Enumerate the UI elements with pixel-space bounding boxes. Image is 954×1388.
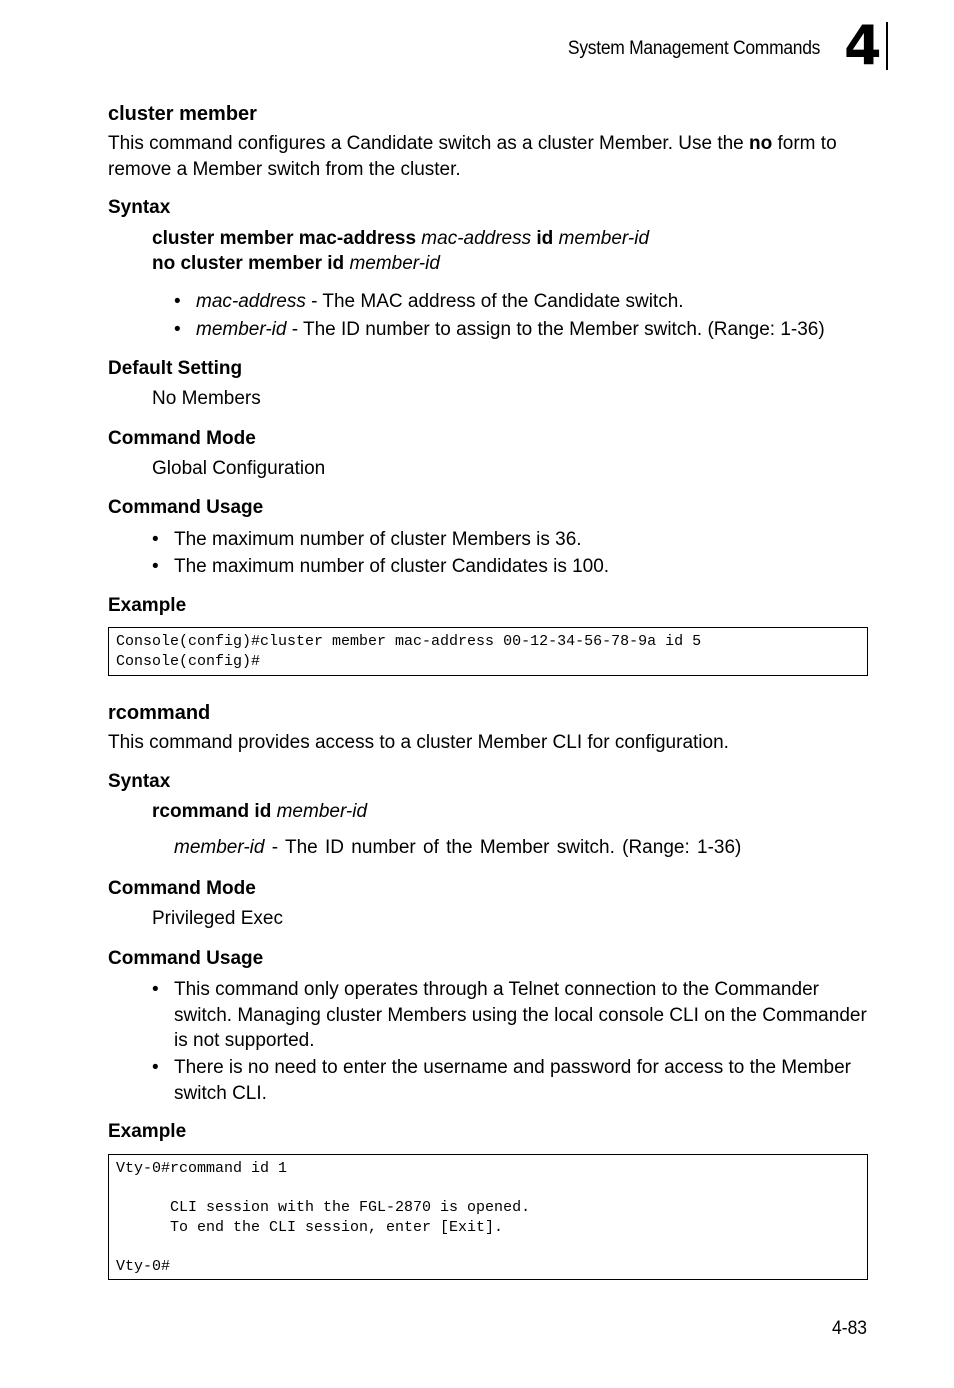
syntax-heading: Syntax xyxy=(108,197,171,218)
usage-text: There is no need to enter the username and password for access to the Member switch CLI. xyxy=(174,1057,851,1104)
param-desc: - The ID number to assign to the Member switch. (Range: 1-36) xyxy=(286,319,825,340)
example-heading: Example xyxy=(108,595,187,616)
syntax-param: member-id xyxy=(558,228,650,249)
syntax-param: mac-address xyxy=(421,228,532,249)
running-header: System Management Commands xyxy=(567,38,820,59)
command-usage-heading: Command Usage xyxy=(108,497,264,518)
code-example-cluster-member: Console(config)#cluster member mac-address 00-12-34-56-78-9a id 5 Console(config)# xyxy=(108,627,868,676)
example-heading: Example xyxy=(108,1121,187,1142)
syntax-heading: Syntax xyxy=(108,771,171,792)
usage-text: The maximum number of cluster Candidates is 100. xyxy=(174,556,610,577)
desc-text: This command configures a Candidate switch as a cluster Member. Use the xyxy=(108,133,750,154)
usage-text: The maximum number of cluster Members is 36. xyxy=(174,529,582,550)
cluster-member-description xyxy=(108,131,878,182)
usage-item: • The maximum number of cluster Members is 36. xyxy=(152,529,582,550)
desc-text: form to remove a Member switch from the cluster. xyxy=(108,133,837,180)
param-item: • member-id - The ID number to assign to the Member switch. (Range: 1-36) xyxy=(174,319,825,340)
syntax-keyword: no cluster member id xyxy=(152,253,345,274)
param-desc: - The ID number of the Member switch. (Range: 1-36) xyxy=(264,837,742,858)
section-title-rcommand: rcommand xyxy=(108,702,211,724)
command-mode-value: Privileged Exec xyxy=(152,908,283,929)
usage-text: This command only operates through a Telnet connection to the Commander switch. Managing cluster Members using the local console CLI on the Commander is not supported. xyxy=(174,979,867,1051)
command-mode-value: Global Configuration xyxy=(152,458,326,479)
param-item: • mac-address - The MAC address of the Candidate switch. xyxy=(174,291,684,312)
chapter-number: 4 xyxy=(842,22,888,70)
syntax-keyword: rcommand id xyxy=(152,801,272,822)
param-item xyxy=(174,837,741,859)
syntax-keyword: id xyxy=(536,228,554,249)
param-desc: - The MAC address of the Candidate switch. xyxy=(305,291,684,312)
command-usage-heading: Command Usage xyxy=(108,948,264,969)
syntax-line xyxy=(152,801,367,823)
command-mode-heading: Command Mode xyxy=(108,878,256,899)
page-number: 4-83 xyxy=(832,1318,867,1339)
section-title-cluster-member: cluster member xyxy=(108,103,257,125)
code-example-rcommand: Vty-0#rcommand id 1 CLI session with the FGL-2870 is opened. To end the CLI session, enter [Exit]. Vty-0# xyxy=(108,1154,868,1280)
syntax-keyword: cluster member mac-address xyxy=(152,228,417,249)
usage-item: • There is no need to enter the username and password for access to the Member switch CLI. xyxy=(152,1057,851,1104)
usage-item: • This command only operates through a Telnet connection to the Commander switch. Managing cluster Members using the local console CLI on the Commander is not supported. xyxy=(152,979,867,1051)
param-name: member-id xyxy=(196,319,287,340)
param-name: mac-address xyxy=(196,291,306,312)
param-name: member-id xyxy=(174,837,265,858)
default-setting-value: No Members xyxy=(152,388,261,409)
rcommand-description: This command provides access to a cluster Member CLI for configuration. xyxy=(108,732,729,753)
command-mode-heading: Command Mode xyxy=(108,428,256,449)
desc-keyword-no: no xyxy=(749,133,773,154)
default-setting-heading: Default Setting xyxy=(108,358,243,379)
usage-item: • The maximum number of cluster Candidates is 100. xyxy=(152,556,610,577)
syntax-param: member-id xyxy=(276,801,368,822)
syntax-param: member-id xyxy=(349,253,440,274)
syntax-line-2 xyxy=(152,253,440,275)
syntax-line-1 xyxy=(152,228,649,250)
